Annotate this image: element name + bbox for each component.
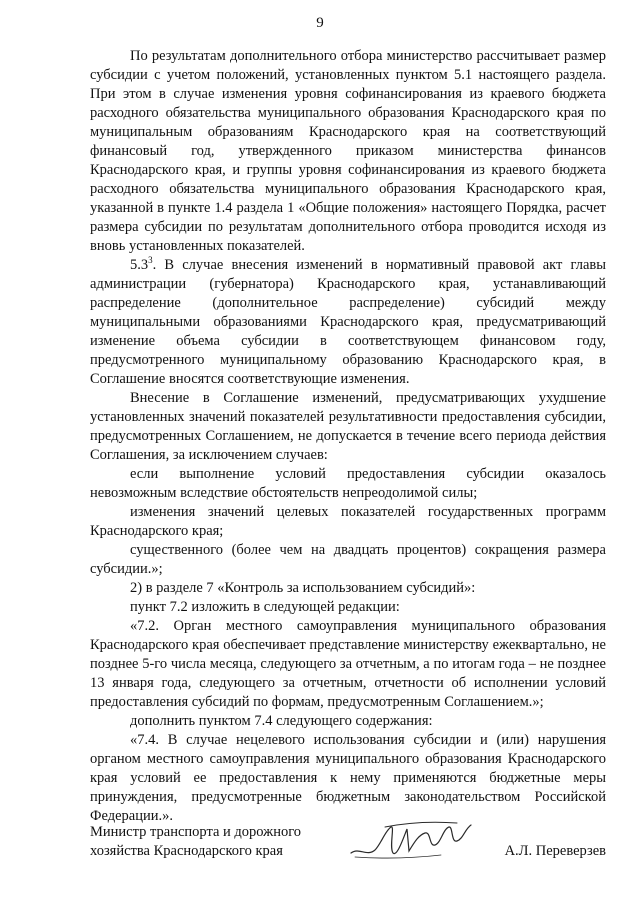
paragraph-6: существенного (более чем на двадцать процентов) сокращения размера субсидии.»; bbox=[90, 542, 606, 577]
paragraph-4: если выполнение условий предоставления субсидии оказалось невозможным вследствие обстоятельств непреодолимой силы; bbox=[90, 466, 606, 501]
paragraph-1: По результатам дополнительного отбора министерство рассчитывает размер субсидии с учетом положений, установленных пунктом 5.1 настоящего раздела. При этом в случае изменения уровня софинансирования из краевого бюджета расходного обязательства муниципального образования Краснодарского края по муниципальным образованиям Краснодарского края на соответствующий финансовый год, утвержденного приказом министерства финансов Краснодарского края, и группы уровня софинансирования из краевого бюджета расходного обязательства муниципального образования Краснодарского края, указанной в пункте 1.4 раздела 1 «Общие положения» настоящего Порядка, расчет размера субсидии по результатам дополнительного отбора проводится исходя из вновь установленных показателей. bbox=[90, 48, 606, 254]
signatory-position bbox=[90, 823, 330, 861]
document-body bbox=[90, 47, 606, 826]
paragraph-5: изменения значений целевых показателей государственных программ Краснодарского края; bbox=[90, 504, 606, 539]
paragraph-3: Внесение в Соглашение изменений, предусматривающих ухудшение установленных значений показателей результативности предоставления субсидии, предусмотренных Соглашением, не допускается в течение всего периода действия Соглашения, за исключением случаев: bbox=[90, 390, 606, 463]
signatory-name: А.Л. Переверзев bbox=[504, 843, 606, 859]
paragraph-7: 2) в разделе 7 «Контроль за использованием субсидий»: bbox=[130, 580, 476, 596]
signatory-position-line-1: Министр транспорта и дорожного bbox=[90, 824, 302, 840]
clause-number: 5.3 bbox=[130, 257, 149, 273]
clause-text: . В случае внесения изменений в нормативный правовой акт главы администрации (губернатора) Краснодарского края, устанавливающий распределение (дополнительное распределение) субсидий между муниципальными образованиями Краснодарского края, предусматривающий изменение объема субсидии в соответствующем финансовом году, предусмотренного муниципальному образованию Краснодарского края, в Соглашение вносятся соответствующие изменения. bbox=[90, 257, 606, 387]
signature-block bbox=[90, 823, 606, 863]
paragraph-8: пункт 7.2 изложить в следующей редакции: bbox=[130, 599, 400, 615]
handwritten-signature bbox=[345, 817, 475, 863]
signatory-position-line-2: хозяйства Краснодарского края bbox=[90, 843, 283, 859]
paragraph-2 bbox=[90, 256, 606, 389]
paragraph-11: «7.4. В случае нецелевого использования субсидии и (или) нарушения органом местного самоуправления муниципального образования Краснодарского края условий ее предоставления к нему применяются бюджетные меры принуждения, предусмотренные бюджетным законодательством Российской Федерации.». bbox=[90, 732, 606, 824]
paragraph-9: «7.2. Орган местного самоуправления муниципального образования Краснодарского края обеспечивает представление министерству ежеквартально, не позднее 5-го числа месяца, следующего за отчетным, а по итогам года – не позднее 13 января года, следующего за отчетным, отчетности об исполнении условий предоставления субсидий по формам, предусмотренным Соглашением.»; bbox=[90, 618, 606, 710]
clause-superscript: 3 bbox=[148, 255, 153, 266]
paragraph-10: дополнить пунктом 7.4 следующего содержания: bbox=[130, 713, 433, 729]
page-number: 9 bbox=[316, 15, 324, 31]
